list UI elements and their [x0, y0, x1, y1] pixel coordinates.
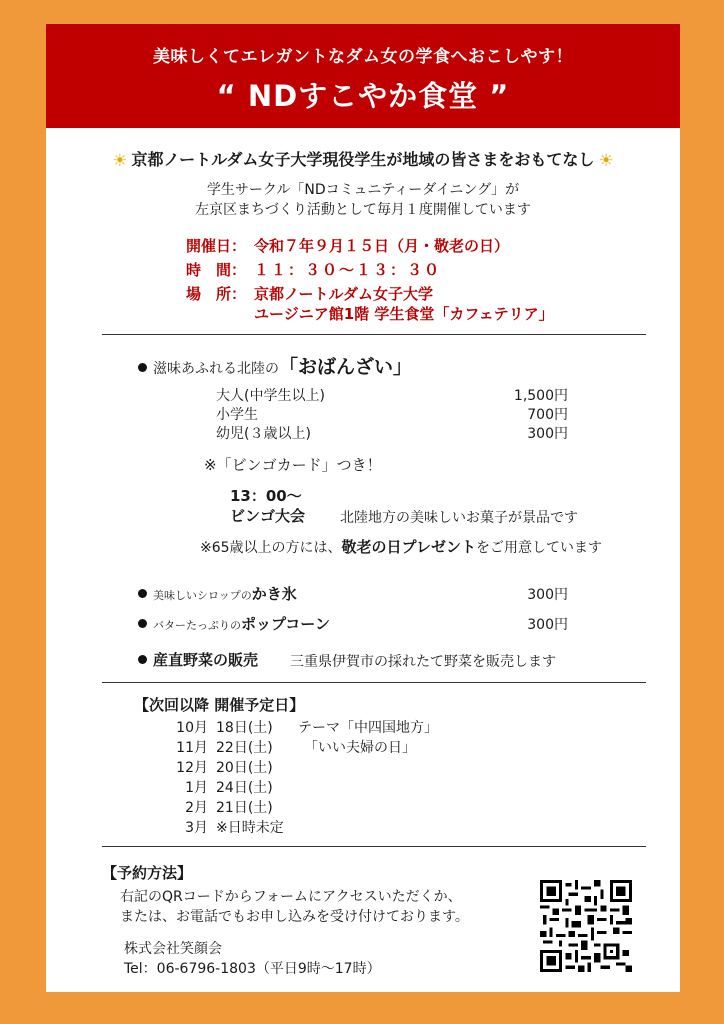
kakigori-item	[138, 583, 297, 604]
qr-code-icon[interactable]	[540, 880, 632, 972]
senior-pre: ※65歳以上の方には、	[200, 540, 342, 556]
time-value: １１：３０～１３：３０	[254, 261, 442, 279]
popcorn-name: ポップコーン	[241, 615, 330, 633]
divider	[102, 682, 646, 683]
schedule-day: 21日(土)	[216, 800, 273, 816]
popcorn-item	[138, 613, 330, 634]
senior-note	[200, 536, 602, 557]
bingo-desc: 北陸地方の美味しいお菓子が景品です	[340, 510, 578, 526]
vegetables-name: 産直野菜の販売	[153, 651, 259, 669]
kakigori-price: 300円	[527, 587, 568, 603]
obanzai-heading	[138, 352, 412, 379]
kakigori-prefix: 美味しいシロップの	[153, 589, 252, 602]
headline	[46, 147, 680, 171]
place-label: 場 所：	[186, 285, 247, 303]
banner-title: “ NDすこやか食堂 ”	[216, 79, 510, 113]
senior-bold: 敬老の日プレゼント	[341, 538, 476, 556]
sun-icon: ☀	[112, 151, 128, 171]
schedule-month: 3月	[185, 820, 208, 836]
bullet-dot-icon	[138, 619, 147, 628]
company-name: 株式会社笑顔会	[124, 941, 222, 957]
header-banner	[46, 24, 680, 128]
vegetables-item	[138, 649, 258, 670]
bullet-dot-icon	[138, 589, 147, 598]
place-value-1: 京都ノートルダム女子大学	[254, 285, 433, 303]
date-value: 令和７年９月１５日（月・敬老の日）	[254, 237, 510, 255]
sun-icon: ☀	[598, 151, 614, 171]
bingo-card-note: ※「ビンゴカード」つき！	[204, 456, 382, 474]
vegetables-desc: 三重県伊賀市の採れたて野菜を販売します	[290, 654, 556, 670]
intro-line-2: 左京区まちづくり活動として毎月１度開催しています	[195, 202, 531, 218]
popcorn-prefix: バターたっぷりの	[153, 619, 241, 632]
company-tel: Tel：06-6796-1803（平日9時～17時）	[124, 961, 381, 977]
schedule-month: 2月	[185, 800, 208, 816]
bingo-time: 13：00～	[230, 487, 302, 505]
schedule-month: 11月	[176, 740, 208, 756]
schedule-day: 24日(土)	[216, 780, 273, 796]
schedule-month: 12月	[176, 760, 208, 776]
price-value-adult: 1,500円	[513, 388, 568, 404]
schedule-note: 「いい夫婦の日」	[304, 740, 416, 756]
date-label: 開催日：	[186, 237, 247, 255]
senior-post: をご用意しています	[475, 540, 602, 556]
divider	[102, 846, 646, 847]
bullet-dot-icon	[138, 655, 147, 664]
reservation-line-1: 右記のQRコードからフォームにアクセスいただくか、	[120, 889, 462, 905]
obanzai-prefix: 滋味あふれる北陸の	[153, 361, 279, 377]
bullet-dot-icon	[138, 363, 147, 372]
bingo-title: ビンゴ大会	[230, 507, 306, 525]
divider	[102, 334, 646, 335]
price-label-child: 小学生	[216, 407, 258, 423]
kakigori-name: かき氷	[251, 585, 297, 603]
headline-text: 京都ノートルダム女子大学現役学生が地域の皆さまをおもてなし	[131, 150, 595, 169]
price-label-adult: 大人(中学生以上)	[216, 388, 325, 404]
time-label: 時 間：	[186, 261, 247, 279]
schedule-day: ※日時未定	[216, 820, 284, 836]
schedule-month: 1月	[185, 780, 208, 796]
schedule-day: 20日(土)	[216, 760, 273, 776]
place-value-2: ユージニア館1階 学生食堂「カフェテリア」	[254, 305, 554, 323]
intro-line-1: 学生サークル「NDコミュニティーダイニング」が	[206, 182, 520, 198]
price-value-infant: 300円	[527, 426, 568, 442]
reservation-line-2: または、お電話でもお申し込みを受け付けております。	[120, 909, 469, 925]
reservation-heading: 【予約方法】	[102, 864, 193, 882]
schedule-month: 10月	[176, 720, 208, 736]
schedule-note: テーマ「中四国地方」	[298, 720, 438, 736]
schedule-day: 22日(土)	[216, 740, 273, 756]
price-label-infant: 幼児(３歳以上)	[216, 426, 311, 442]
obanzai-name: 「おばんざい」	[279, 356, 413, 378]
flyer-sheet	[46, 24, 680, 992]
price-value-child: 700円	[527, 407, 568, 423]
schedule-heading: 【次回以降 開催予定日】	[134, 696, 305, 714]
banner-tagline: 美味しくてエレガントなダム女の学食へおこしやす！	[153, 47, 573, 67]
popcorn-price: 300円	[527, 617, 568, 633]
schedule-day: 18日(土)	[216, 720, 273, 736]
